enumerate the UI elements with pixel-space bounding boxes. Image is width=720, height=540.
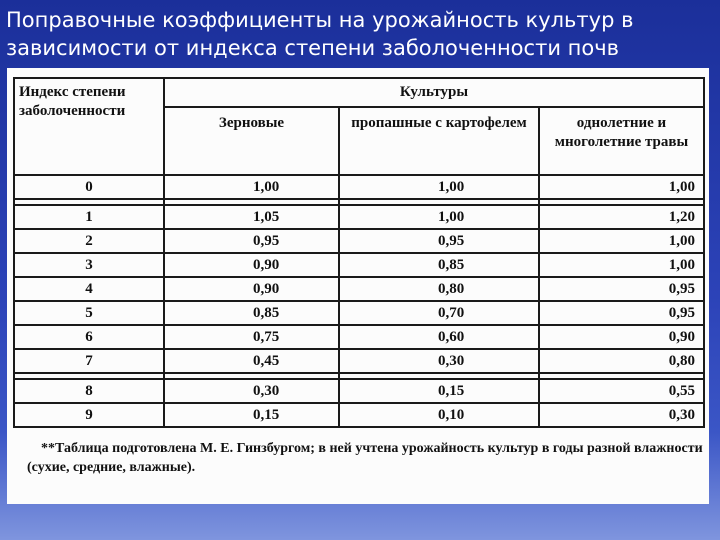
grasses-value-cell: 0,95 bbox=[539, 301, 704, 325]
index-column-header: Индекс степени заболоченности bbox=[14, 78, 164, 175]
grain-value-cell: 1,00 bbox=[164, 175, 339, 199]
index-cell: 7 bbox=[14, 349, 164, 373]
row-crops-value-cell: 0,60 bbox=[339, 325, 539, 349]
grasses-value-cell: 1,20 bbox=[539, 205, 704, 229]
footnote: **Таблица подготовлена М. Е. Гинзбургом; в ней учтена урожайность культур в годы разной влажности (сухие, средние, влажные). bbox=[27, 441, 703, 475]
table-row bbox=[14, 253, 704, 277]
table-body bbox=[14, 175, 704, 427]
table-row bbox=[14, 349, 704, 373]
grain-value-cell: 0,90 bbox=[164, 277, 339, 301]
grain-value-cell: 0,85 bbox=[164, 301, 339, 325]
scanned-table-sheet bbox=[7, 68, 709, 504]
row-crops-value-cell: 1,00 bbox=[339, 175, 539, 199]
slide-title: Поправочные коэффициенты на урожайность культур в зависимости от индекса степени заболоченности почв bbox=[6, 8, 634, 60]
column-header-grasses: однолетние и многолетние травы bbox=[539, 107, 704, 175]
table-row bbox=[14, 403, 704, 427]
grain-value-cell: 1,05 bbox=[164, 205, 339, 229]
grain-value-cell: 0,45 bbox=[164, 349, 339, 373]
table-row bbox=[14, 175, 704, 199]
index-cell: 9 bbox=[14, 403, 164, 427]
grasses-value-cell: 0,80 bbox=[539, 349, 704, 373]
table-row bbox=[14, 325, 704, 349]
row-crops-value-cell: 1,00 bbox=[339, 205, 539, 229]
grasses-value-cell: 1,00 bbox=[539, 175, 704, 199]
row-crops-value-cell: 0,70 bbox=[339, 301, 539, 325]
table-row bbox=[14, 301, 704, 325]
row-crops-value-cell: 0,15 bbox=[339, 379, 539, 403]
table-row bbox=[14, 205, 704, 229]
coefficients-table bbox=[13, 77, 705, 428]
grain-value-cell: 0,90 bbox=[164, 253, 339, 277]
index-cell: 3 bbox=[14, 253, 164, 277]
index-cell: 4 bbox=[14, 277, 164, 301]
index-cell: 1 bbox=[14, 205, 164, 229]
grain-value-cell: 0,95 bbox=[164, 229, 339, 253]
crops-group-header: Культуры bbox=[164, 78, 704, 107]
index-cell: 6 bbox=[14, 325, 164, 349]
index-cell: 8 bbox=[14, 379, 164, 403]
grain-value-cell: 0,75 bbox=[164, 325, 339, 349]
index-cell: 2 bbox=[14, 229, 164, 253]
row-crops-value-cell: 0,10 bbox=[339, 403, 539, 427]
index-cell: 0 bbox=[14, 175, 164, 199]
column-header-row-crops: пропашные с картофелем bbox=[339, 107, 539, 175]
row-crops-value-cell: 0,95 bbox=[339, 229, 539, 253]
grasses-value-cell: 0,30 bbox=[539, 403, 704, 427]
grasses-value-cell: 0,55 bbox=[539, 379, 704, 403]
grain-value-cell: 0,15 bbox=[164, 403, 339, 427]
table-row bbox=[14, 277, 704, 301]
row-crops-value-cell: 0,30 bbox=[339, 349, 539, 373]
row-crops-value-cell: 0,85 bbox=[339, 253, 539, 277]
grasses-value-cell: 0,90 bbox=[539, 325, 704, 349]
grain-value-cell: 0,30 bbox=[164, 379, 339, 403]
grasses-value-cell: 0,95 bbox=[539, 277, 704, 301]
row-crops-value-cell: 0,80 bbox=[339, 277, 539, 301]
grasses-value-cell: 1,00 bbox=[539, 229, 704, 253]
index-cell: 5 bbox=[14, 301, 164, 325]
table-row bbox=[14, 229, 704, 253]
table-row bbox=[14, 379, 704, 403]
grasses-value-cell: 1,00 bbox=[539, 253, 704, 277]
column-header-grain: Зерновые bbox=[164, 107, 339, 175]
